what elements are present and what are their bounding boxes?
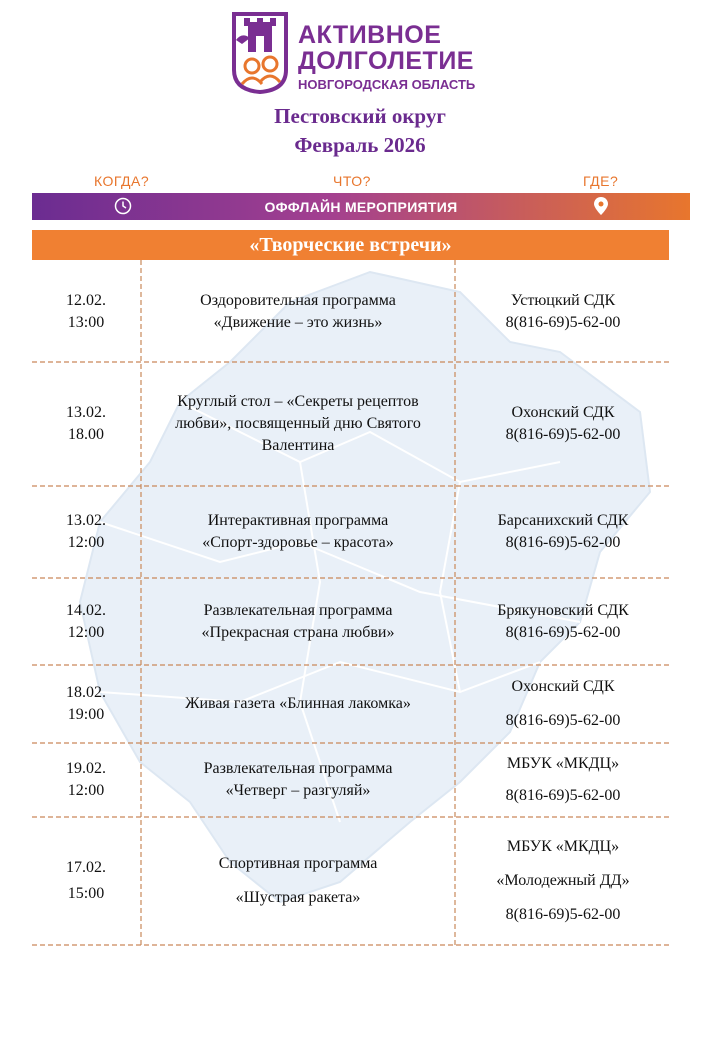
event-what <box>146 665 450 743</box>
event-venue: МБУК «МКДЦ» <box>506 755 620 772</box>
event-venue: МБУК «МКДЦ» <box>506 838 620 855</box>
event-venue: Охонский СДК <box>511 678 615 695</box>
event-date: 19.02. <box>66 760 106 777</box>
logo <box>228 10 498 95</box>
event-phone: 8(816-69)5-62-00 <box>505 534 621 551</box>
event-date: 18.02. <box>66 684 106 701</box>
event-date: 14.02. <box>66 601 106 619</box>
logo-title-line1: АКТИВНОЕ <box>298 21 442 49</box>
district-title: Пестовский округ <box>274 104 446 128</box>
event-where <box>460 486 666 578</box>
event-date: 12.02. <box>66 292 106 309</box>
event-phone: 8(816-69)5-62-00 <box>505 314 621 331</box>
event-what-line: «Четверг – разгуляй» <box>225 782 371 799</box>
event-when <box>34 578 138 665</box>
event-what-line: Круглый стол – «Секреты рецептов <box>177 393 419 410</box>
logo-region: НОВГОРОДСКАЯ ОБЛАСТЬ <box>298 77 476 92</box>
event-where <box>460 262 666 362</box>
event-when <box>34 362 138 486</box>
event-what-line: Валентина <box>261 437 335 454</box>
event-what <box>146 362 450 486</box>
event-phone: 8(816-69)5-62-00 <box>505 426 621 443</box>
event-when <box>34 665 138 743</box>
event-phone: 8(816-69)5-62-00 <box>505 623 621 641</box>
event-what <box>146 743 450 817</box>
event-what-line: Спортивная программа <box>218 855 378 872</box>
event-time: 12:00 <box>67 534 105 551</box>
event-time: 18.00 <box>68 426 104 443</box>
event-what-line: любви», посвященный дню Святого <box>175 415 421 432</box>
event-phone: 8(816-69)5-62-00 <box>505 787 621 804</box>
column-what-label: ЧТО? <box>333 173 371 189</box>
banner-title: ОФФЛАЙН МЕРОПРИЯТИЯ <box>264 199 458 215</box>
event-what-line: Развлекательная программа <box>203 760 393 777</box>
event-what <box>146 817 450 945</box>
event-what-line: «Спорт-здоровье – красота» <box>202 534 394 551</box>
event-what-line: Живая газета «Блинная лакомка» <box>185 695 411 712</box>
column-when-label: КОГДА? <box>94 173 150 189</box>
month-title: Февраль 2026 <box>294 133 426 157</box>
event-where <box>460 362 666 486</box>
event-phone: 8(816-69)5-62-00 <box>505 906 621 923</box>
event-when <box>34 486 138 578</box>
event-time: 15:00 <box>67 885 105 902</box>
event-when <box>34 262 138 362</box>
event-what <box>146 262 450 362</box>
event-date: 13.02. <box>66 512 106 529</box>
event-what-line: Интерактивная программа <box>207 512 389 529</box>
map-pin-icon <box>594 197 608 215</box>
event-time: 19:00 <box>67 706 105 723</box>
event-what-line: Развлекательная программа <box>203 601 393 619</box>
event-venue-line: «Молодежный ДД» <box>496 872 630 889</box>
event-venue: Охонский СДК <box>511 404 615 421</box>
event-time: 13:00 <box>67 314 105 331</box>
event-what <box>146 578 450 665</box>
event-where <box>460 817 666 945</box>
event-when <box>34 817 138 945</box>
event-venue: Барсанихский СДК <box>497 512 629 529</box>
event-where <box>460 665 666 743</box>
event-when <box>34 743 138 817</box>
event-what-line: «Шустрая ракета» <box>235 889 361 906</box>
event-date: 17.02. <box>66 859 106 876</box>
column-where-label: ГДЕ? <box>583 173 619 189</box>
event-where <box>460 578 666 665</box>
event-what-line: «Прекрасная страна любви» <box>201 623 395 641</box>
event-phone: 8(816-69)5-62-00 <box>505 712 621 729</box>
event-time: 12:00 <box>67 782 105 799</box>
event-where <box>460 743 666 817</box>
event-venue: Брякуновский СДК <box>497 601 629 619</box>
event-what-line: Оздоровительная программа <box>200 292 396 309</box>
event-time: 12:00 <box>67 623 105 641</box>
logo-title-line2: ДОЛГОЛЕТИЕ <box>298 47 474 75</box>
event-what <box>146 486 450 578</box>
offline-events-banner <box>32 193 690 220</box>
event-venue: Устюцкий СДК <box>510 292 616 309</box>
event-date: 13.02. <box>66 404 106 421</box>
logo-emblem-icon <box>228 10 292 94</box>
event-what-line: «Движение – это жизнь» <box>213 314 383 331</box>
category-title: «Творческие встречи» <box>32 230 669 260</box>
